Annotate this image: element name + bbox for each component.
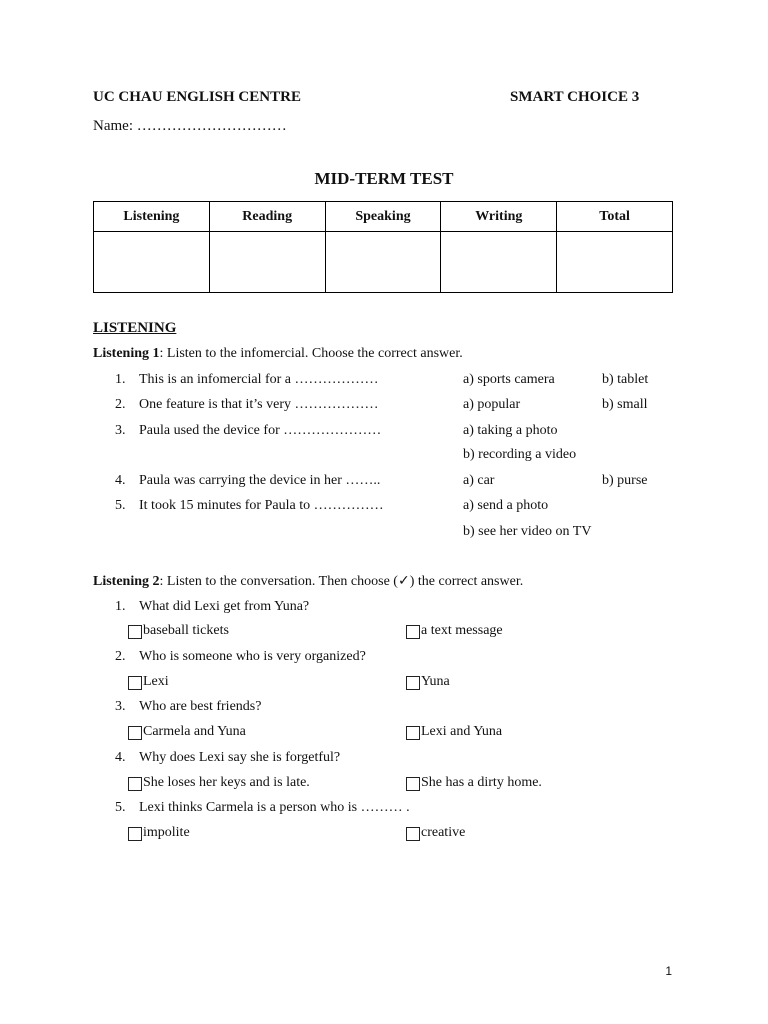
score-header-listening: Listening xyxy=(94,202,210,232)
l1-question: Paula was carrying the device in her …….. xyxy=(139,473,381,488)
score-table-header-row xyxy=(94,202,673,232)
l1-option-a: a) taking a photo xyxy=(463,423,558,438)
score-header-total: Total xyxy=(557,202,673,232)
l1-option-b: b) recording a video xyxy=(463,447,577,462)
l1-option-a: a) car xyxy=(463,473,495,488)
listening2-label: Listening 2 xyxy=(93,574,160,589)
l2-option-b: a text message xyxy=(421,623,503,638)
l1-question: Paula used the device for ………………… xyxy=(139,423,382,438)
score-cell-reading[interactable] xyxy=(209,232,325,293)
l2-option-a: baseball tickets xyxy=(143,623,229,638)
l1-option-b: b) purse xyxy=(602,473,648,488)
l2-option-a: She loses her keys and is late. xyxy=(143,775,310,790)
l1-item-number: 4. xyxy=(115,473,126,488)
l1-item-number: 1. xyxy=(115,372,126,387)
checkbox-option-b[interactable] xyxy=(406,827,420,841)
l2-question: Who is someone who is very organized? xyxy=(139,649,366,664)
l2-option-a: Lexi xyxy=(143,674,169,689)
l1-option-a: a) popular xyxy=(463,397,521,412)
listening1-instruction xyxy=(93,345,463,363)
l1-question: One feature is that it’s very ……………… xyxy=(139,397,379,412)
school-name: UC CHAU ENGLISH CENTRE xyxy=(93,89,301,105)
score-header-writing: Writing xyxy=(441,202,557,232)
l1-item-number: 5. xyxy=(115,498,126,513)
l2-item-number: 3. xyxy=(115,699,126,714)
checkbox-option-b[interactable] xyxy=(406,625,420,639)
l1-option-b: b) small xyxy=(602,397,648,412)
l1-option-b: b) tablet xyxy=(602,372,649,387)
checkbox-option-b[interactable] xyxy=(406,726,420,740)
l2-item-number: 4. xyxy=(115,750,126,765)
l1-item-number: 2. xyxy=(115,397,126,412)
l2-option-b: Lexi and Yuna xyxy=(421,724,503,739)
score-table xyxy=(93,201,673,293)
checkbox-option-a[interactable] xyxy=(128,827,142,841)
l2-question: What did Lexi get from Yuna? xyxy=(139,599,310,614)
score-cell-speaking[interactable] xyxy=(325,232,441,293)
listening2-instruction xyxy=(93,572,523,591)
l1-option-a: a) send a photo xyxy=(463,498,549,513)
l2-option-b: creative xyxy=(421,825,466,840)
l2-item-number: 5. xyxy=(115,800,126,815)
score-cell-listening[interactable] xyxy=(94,232,210,293)
l1-question: It took 15 minutes for Paula to …………… xyxy=(139,498,384,513)
score-cell-total[interactable] xyxy=(557,232,673,293)
l2-option-a: impolite xyxy=(143,825,190,840)
course-name: SMART CHOICE 3 xyxy=(510,89,640,105)
section-title: LISTENING xyxy=(93,320,177,336)
l2-option-b: Yuna xyxy=(421,674,450,689)
l1-item-number: 3. xyxy=(115,423,126,438)
listening1-label: Listening 1 xyxy=(93,346,160,361)
test-title: MID-TERM TEST xyxy=(314,169,454,188)
listening2-instruction-post: ) the correct answer. xyxy=(409,574,524,589)
l1-question: This is an infomercial for a ……………… xyxy=(139,372,379,387)
checkbox-option-b[interactable] xyxy=(406,777,420,791)
student-name-line: Name: ………………………… xyxy=(93,118,287,134)
l2-question: Why does Lexi say she is forgetful? xyxy=(139,750,341,765)
checkbox-option-a[interactable] xyxy=(128,676,142,690)
page-number: 1 xyxy=(665,964,672,978)
score-table-input-row xyxy=(94,232,673,293)
l1-option-a: a) sports camera xyxy=(463,372,555,387)
check-mark-icon: ✓ xyxy=(397,573,410,589)
checkbox-option-a[interactable] xyxy=(128,777,142,791)
checkbox-option-a[interactable] xyxy=(128,625,142,639)
l2-option-a: Carmela and Yuna xyxy=(143,724,246,739)
checkbox-option-a[interactable] xyxy=(128,726,142,740)
score-header-reading: Reading xyxy=(209,202,325,232)
l2-question: Lexi thinks Carmela is a person who is ……… . xyxy=(139,800,410,815)
listening2-instruction-pre: : Listen to the conversation. Then choose ( xyxy=(159,574,398,589)
score-cell-writing[interactable] xyxy=(441,232,557,293)
checkbox-option-b[interactable] xyxy=(406,676,420,690)
score-header-speaking: Speaking xyxy=(325,202,441,232)
l2-option-b: She has a dirty home. xyxy=(421,775,542,790)
l2-question: Who are best friends? xyxy=(139,699,262,714)
l1-option-b: b) see her video on TV xyxy=(463,524,592,539)
listening1-instruction-text: : Listen to the infomercial. Choose the correct answer. xyxy=(159,346,463,361)
l2-item-number: 1. xyxy=(115,599,126,614)
l2-item-number: 2. xyxy=(115,649,126,664)
